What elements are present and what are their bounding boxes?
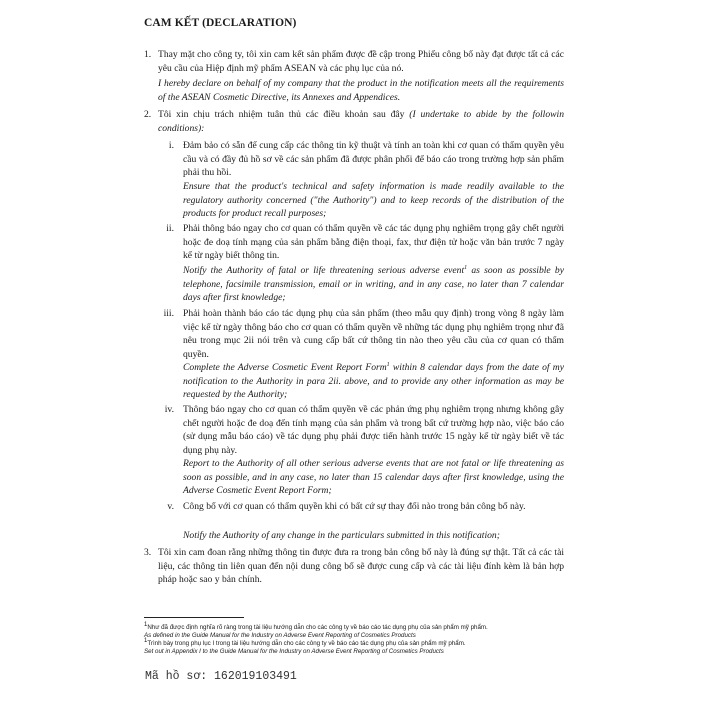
subitem-numeral: i.: [168, 140, 174, 151]
subitem-numeral: iii.: [163, 308, 174, 319]
subitem-v-vietnamese: Công bố với cơ quan có thẩm quyền khi có bất cứ sự thay đổi nào trong bản công bố này.: [183, 501, 526, 512]
footnote-2-vietnamese: $^1$Trình bày trong phụ lục I trong tài liệu hướng dẫn cho các công ty về báo cáo tác dụng phụ của sản phẩm mỹ phẩm.: [144, 637, 466, 647]
item-2-vietnamese: Tôi xin chịu trách nhiệm tuân thủ các điều khoản sau đây: [158, 109, 405, 120]
page-title: CAM KẾT (DECLARATION): [144, 17, 297, 29]
subitem-iii-vietnamese: Phải hoàn thành báo cáo tác dụng phụ của sản phẩm (theo mẫu quy định) trong vòng 8 ngày làm việc kể từ ngày thông báo cho cơ quan có thẩm quyền về những tác dụng phụ nghiêm trọng như đã nêu trong mục 2ii nói trên và cung cấp bất cứ thông tin nào theo yêu cầu của cơ quan có thẩm quyền.: [183, 308, 564, 360]
subitem-ii-vietnamese: Phải thông báo ngay cho cơ quan có thẩm quyền về các tác dụng phụ nghiêm trọng gây chết người hoặc đe doạ tính mạng của sản phẩm bằng điện thoại, fax, thư điện tử hoặc văn bản trước 7 ngày kể từ ngày biết thông tin.: [183, 223, 564, 262]
footnote-1-english: As defined in the Guide Manual for the Industry on Adverse Event Reporting of Cosmetics Products: [144, 632, 416, 639]
subitem-i-vietnamese: Đảm bảo có sẵn để cung cấp các thông tin kỹ thuật và tính an toàn khi cơ quan có thẩm quyền yêu cầu và có đầy đủ hồ sơ về các sản phẩm đã được phân phối để báo cáo trong trường hợp sản phẩm phải thu hồi.: [183, 140, 564, 179]
item-number: 2.: [144, 109, 152, 120]
subitem-iv-english: Report to the Authority of all other serious adverse events that are not fatal or life threatening as soon as possible, and in any case, no later than 15 calendar days after first knowledge, using the Adverse Cosmetic Event Report Form;: [183, 458, 564, 497]
item-3-vietnamese: Tôi xin cam đoan rằng những thông tin được đưa ra trong bản công bố này là đúng sự thật. Tất cả các tài liệu, các thông tin liên quan đến nội dung công bố sẽ được cung cấp và các tài liệu đính kèm là bản hợp pháp hoặc sao y bản chính.: [158, 547, 564, 586]
subitem-numeral: ii.: [166, 223, 174, 234]
item-2-english: (I undertake to abide by the followin conditions):: [158, 109, 564, 134]
subitem-i-english: Ensure that the product's technical and safety information is made readily available to the regulatory authority concerned ("the Authority") and to keep records of the distribution of the products for product recall purposes;: [183, 181, 564, 220]
record-code: Mã hồ sơ: 162019103491: [145, 670, 297, 683]
footnote-2-english: Set out in Appendix I to the Guide Manual for the Industry on Adverse Event Reporting of Cosmetics Products: [144, 648, 444, 655]
subitem-numeral: v.: [167, 501, 174, 512]
subitem-iv-vietnamese: Thông báo ngay cho cơ quan có thẩm quyền về các phản ứng phụ nghiêm trọng nhưng không gây chết người hoặc đe doạ đến tính mạng của sản phẩm và trong bất cứ trường hợp nào, việc báo cáo (sử dụng mẫu báo cáo) về tác dụng phụ phải được tiến hành trước 15 ngày kể từ ngày biết về tác dụng phụ này.: [183, 404, 564, 456]
subitem-iii-english: Complete the Adverse Cosmetic Event Report Form$^1$ within 8 calendar days from the date of my notification to the Authority in para 2ii. above, and to provide any other information as may be requested by the Authority;: [183, 361, 564, 401]
footnote-1-vietnamese: $^1$Như đã được định nghĩa rõ ràng trong tài liệu hướng dẫn cho các công ty về báo cáo tác dụng phụ của sản phẩm mỹ phẩm.: [144, 621, 488, 631]
item-2-text: [158, 108, 564, 135]
subitem-numeral: iv.: [164, 404, 174, 415]
item-number: 1.: [144, 49, 152, 60]
footnote-divider: [144, 617, 244, 618]
item-number: 3.: [144, 547, 152, 558]
subitem-v-english: Notify the Authority of any change in the particulars submitted in this notification;: [183, 530, 500, 541]
item-1-vietnamese: Thay mặt cho công ty, tôi xin cam kết sản phẩm được đề cập trong Phiếu công bố này đạt được tất cả các yêu cầu của Hiệp định mỹ phẩm ASEAN và các phụ lục của nó.: [158, 49, 564, 74]
item-1-english: I hereby declare on behalf of my company that the product in the notification meets all the requirements of the ASEAN Cosmetic Directive, its Annexes and Appendices.: [158, 78, 564, 103]
subitem-ii-english: Notify the Authority of fatal or life threatening serious adverse event$^1$ as soon as possible by telephone, facsimile transmission, email or in writing, and in any case, no later than 7 calendar days after first knowledge;: [183, 264, 564, 304]
